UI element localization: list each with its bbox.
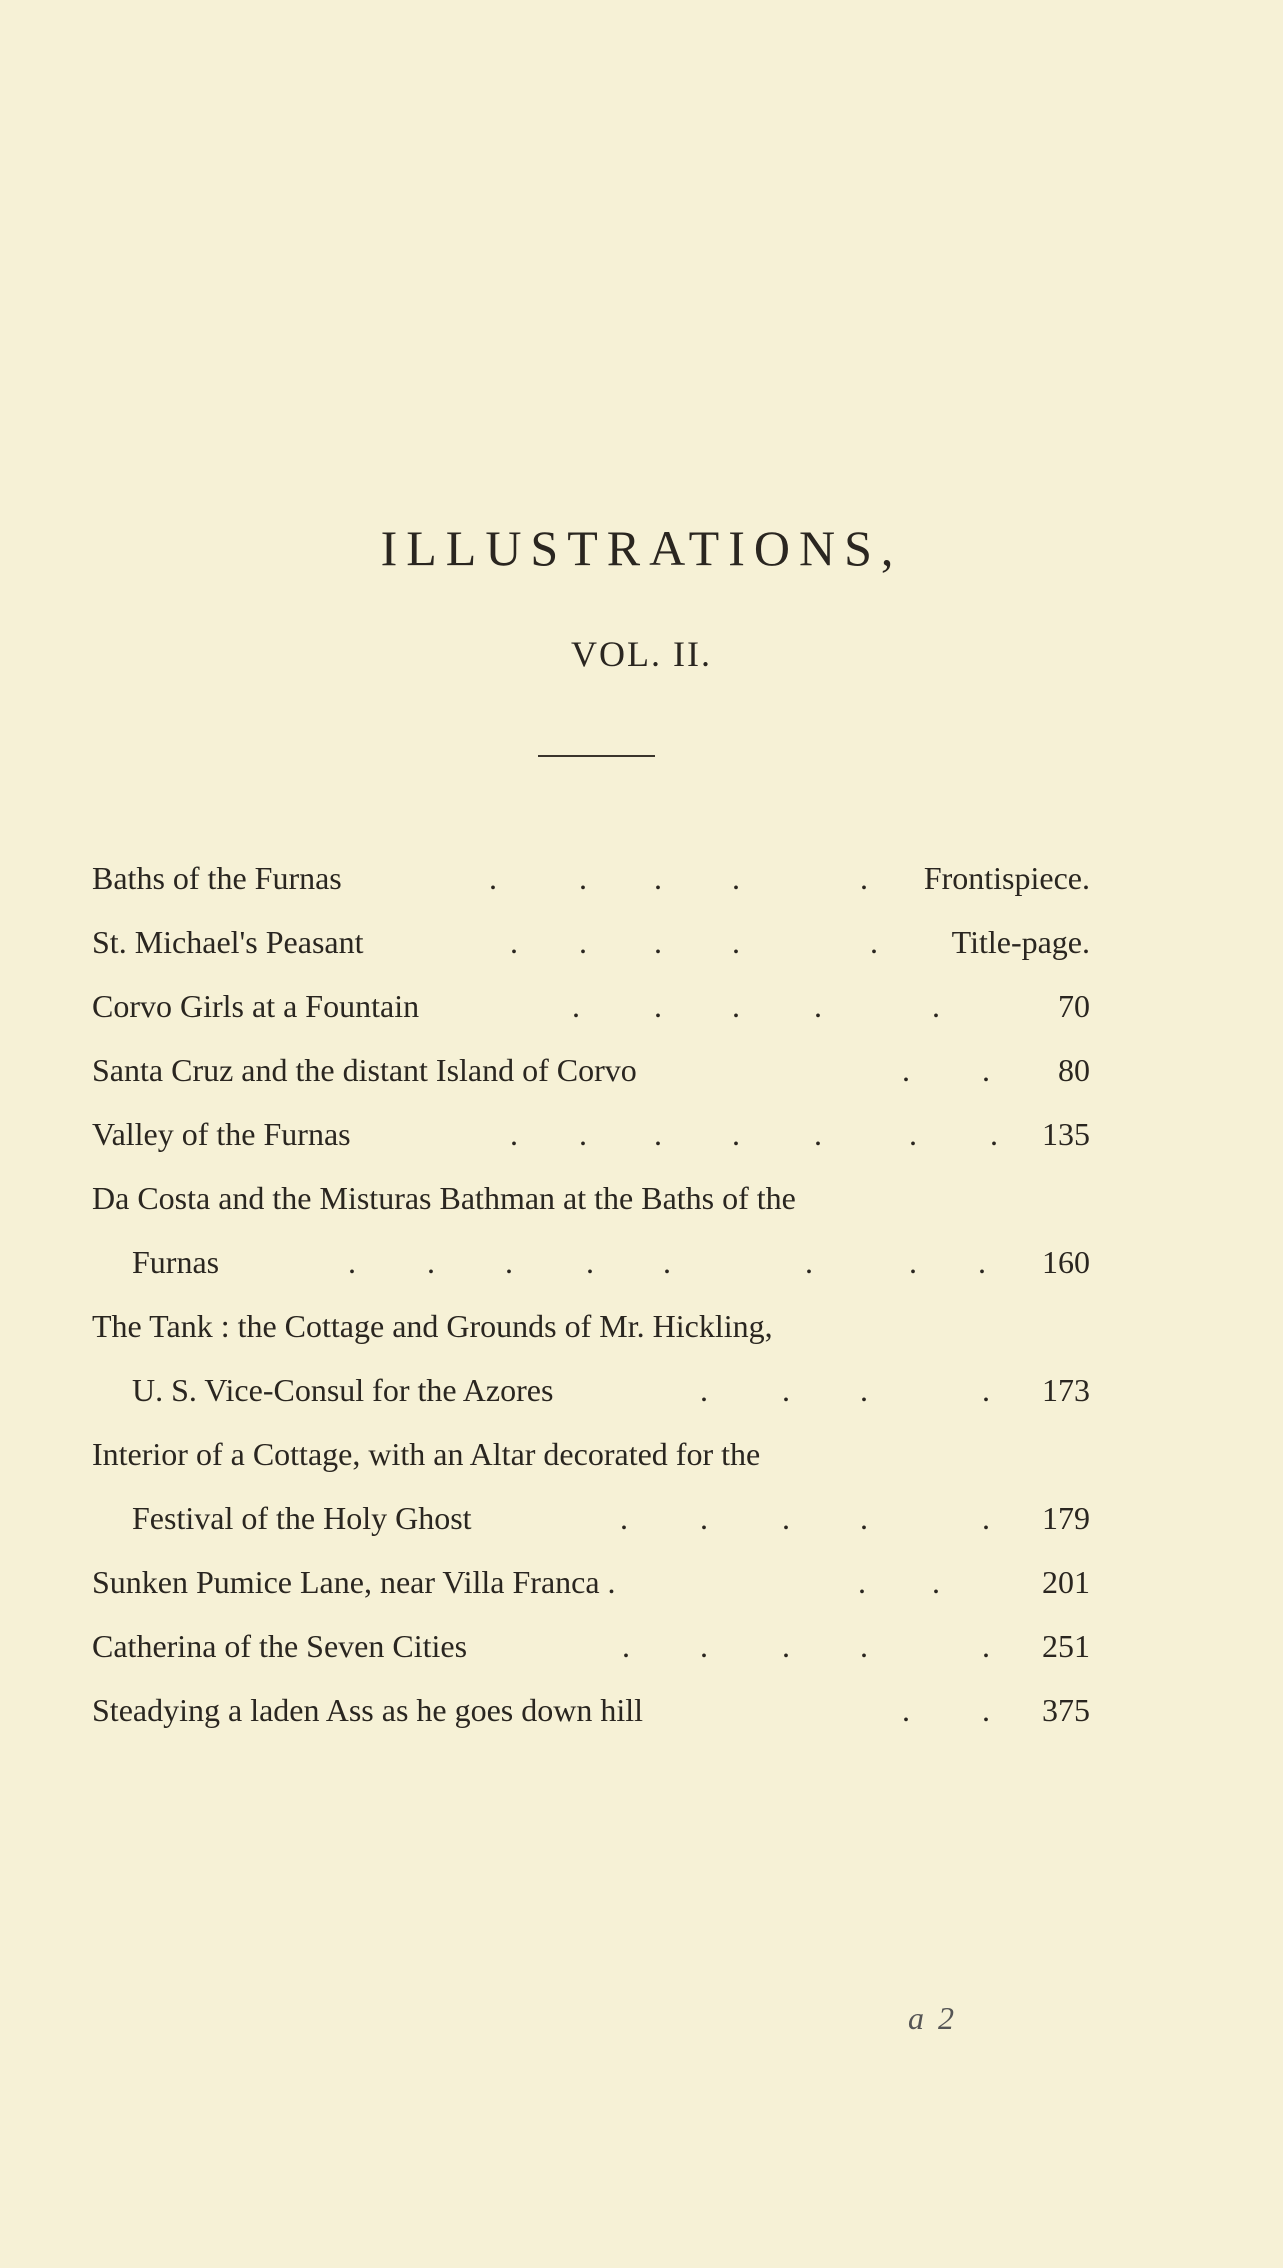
leader-dot: . [622, 1628, 630, 1664]
divider-rule [538, 755, 655, 757]
leader-dot: . [579, 860, 587, 896]
entry-page: 251 [1042, 1628, 1090, 1664]
entry-title: Corvo Girls at a Fountain [92, 988, 420, 1024]
leader-dot: . [860, 860, 868, 896]
leader-dot: . [982, 1692, 990, 1728]
leader-dot: . [982, 1372, 990, 1408]
leader-dot: . [654, 988, 662, 1024]
leader-dot: . [932, 1564, 940, 1600]
leader-dot: . [654, 924, 662, 960]
leader-dot: . [732, 1116, 740, 1152]
leader-dot: . [700, 1628, 708, 1664]
leader-dot: . [982, 1052, 990, 1088]
leader-dot: . [732, 924, 740, 960]
leader-dot: . [489, 860, 497, 896]
leader-dot: . [700, 1372, 708, 1408]
leader-dot: . [663, 1244, 671, 1280]
leader-dot: . [700, 1500, 708, 1536]
leader-dot: . [932, 988, 940, 1024]
list-item [92, 1422, 1090, 1486]
entry-title: Furnas [132, 1244, 220, 1280]
illustrations-list [92, 846, 1090, 1742]
list-item [92, 1166, 1090, 1230]
leader-dot: . [572, 988, 580, 1024]
leader-dot: . [909, 1244, 917, 1280]
leader-dot: . [732, 988, 740, 1024]
volume-label: VOL. II. [571, 634, 712, 674]
list-item [92, 910, 1090, 974]
leader-dot: . [902, 1692, 910, 1728]
entry-page: 201 [1042, 1564, 1090, 1600]
entry-title: Catherina of the Seven Cities [92, 1628, 468, 1664]
list-item [92, 1294, 1090, 1358]
leader-dot: . [348, 1244, 356, 1280]
leader-dot: . [978, 1244, 986, 1280]
leader-dot: . [909, 1116, 917, 1152]
leader-dot: . [982, 1628, 990, 1664]
leader-dot: . [860, 1372, 868, 1408]
leader-dot: . [510, 924, 518, 960]
leader-dot: . [902, 1052, 910, 1088]
leader-dot: . [870, 924, 878, 960]
entry-title: Sunken Pumice Lane, near Villa Franca . [92, 1564, 616, 1600]
leader-dot: . [814, 988, 822, 1024]
entry-title: Interior of a Cottage, with an Altar decorated for the [92, 1436, 761, 1472]
list-item [92, 1678, 1090, 1742]
leader-dot: . [579, 1116, 587, 1152]
leader-dot: . [579, 924, 587, 960]
entry-page: 135 [1042, 1116, 1090, 1152]
entry-title: Baths of the Furnas [92, 860, 342, 896]
entry-page: Title-page. [951, 924, 1090, 960]
leader-dot: . [990, 1116, 998, 1152]
entry-title: St. Michael's Peasant [92, 924, 364, 960]
leader-dot: . [505, 1244, 513, 1280]
list-item [92, 974, 1090, 1038]
list-item [92, 1614, 1090, 1678]
leader-dot: . [982, 1500, 990, 1536]
entry-title: Da Costa and the Misturas Bathman at the Baths of the [92, 1180, 796, 1216]
entry-title: Steadying a laden Ass as he goes down hill [92, 1692, 644, 1728]
list-item [92, 1102, 1090, 1166]
leader-dot: . [782, 1628, 790, 1664]
leader-dot: . [858, 1564, 866, 1600]
leader-dot: . [654, 1116, 662, 1152]
entry-page: 375 [1042, 1692, 1090, 1728]
leader-dot: . [860, 1628, 868, 1664]
leader-dot: . [654, 860, 662, 896]
entry-page: 179 [1042, 1500, 1090, 1536]
leader-dot: . [814, 1116, 822, 1152]
list-item [92, 1358, 1090, 1422]
entry-title: Santa Cruz and the distant Island of Corvo [92, 1052, 637, 1088]
list-item [92, 1550, 1090, 1614]
leader-dot: . [805, 1244, 813, 1280]
leader-dot: . [427, 1244, 435, 1280]
leader-dot: . [586, 1244, 594, 1280]
leader-dot: . [782, 1500, 790, 1536]
list-item [92, 1230, 1090, 1294]
entry-title: U. S. Vice-Consul for the Azores [132, 1372, 554, 1408]
entry-title: Festival of the Holy Ghost [132, 1500, 472, 1536]
page-title: ILLUSTRATIONS, [380, 520, 903, 576]
leader-dot: . [510, 1116, 518, 1152]
leader-dot: . [782, 1372, 790, 1408]
entry-title: The Tank : the Cottage and Grounds of Mr. Hickling, [92, 1308, 773, 1344]
entry-page: 80 [1058, 1052, 1090, 1088]
signature-mark: a 2 [908, 2000, 957, 2036]
entry-page: 173 [1042, 1372, 1090, 1408]
list-item [92, 846, 1090, 910]
leader-dot: . [732, 860, 740, 896]
list-item [92, 1038, 1090, 1102]
entry-page: Frontispiece. [923, 860, 1090, 896]
entry-page: 160 [1042, 1244, 1090, 1280]
list-item [92, 1486, 1090, 1550]
leader-dot: . [620, 1500, 628, 1536]
entry-title: Valley of the Furnas [92, 1116, 351, 1152]
leader-dot: . [860, 1500, 868, 1536]
entry-page: 70 [1058, 988, 1090, 1024]
